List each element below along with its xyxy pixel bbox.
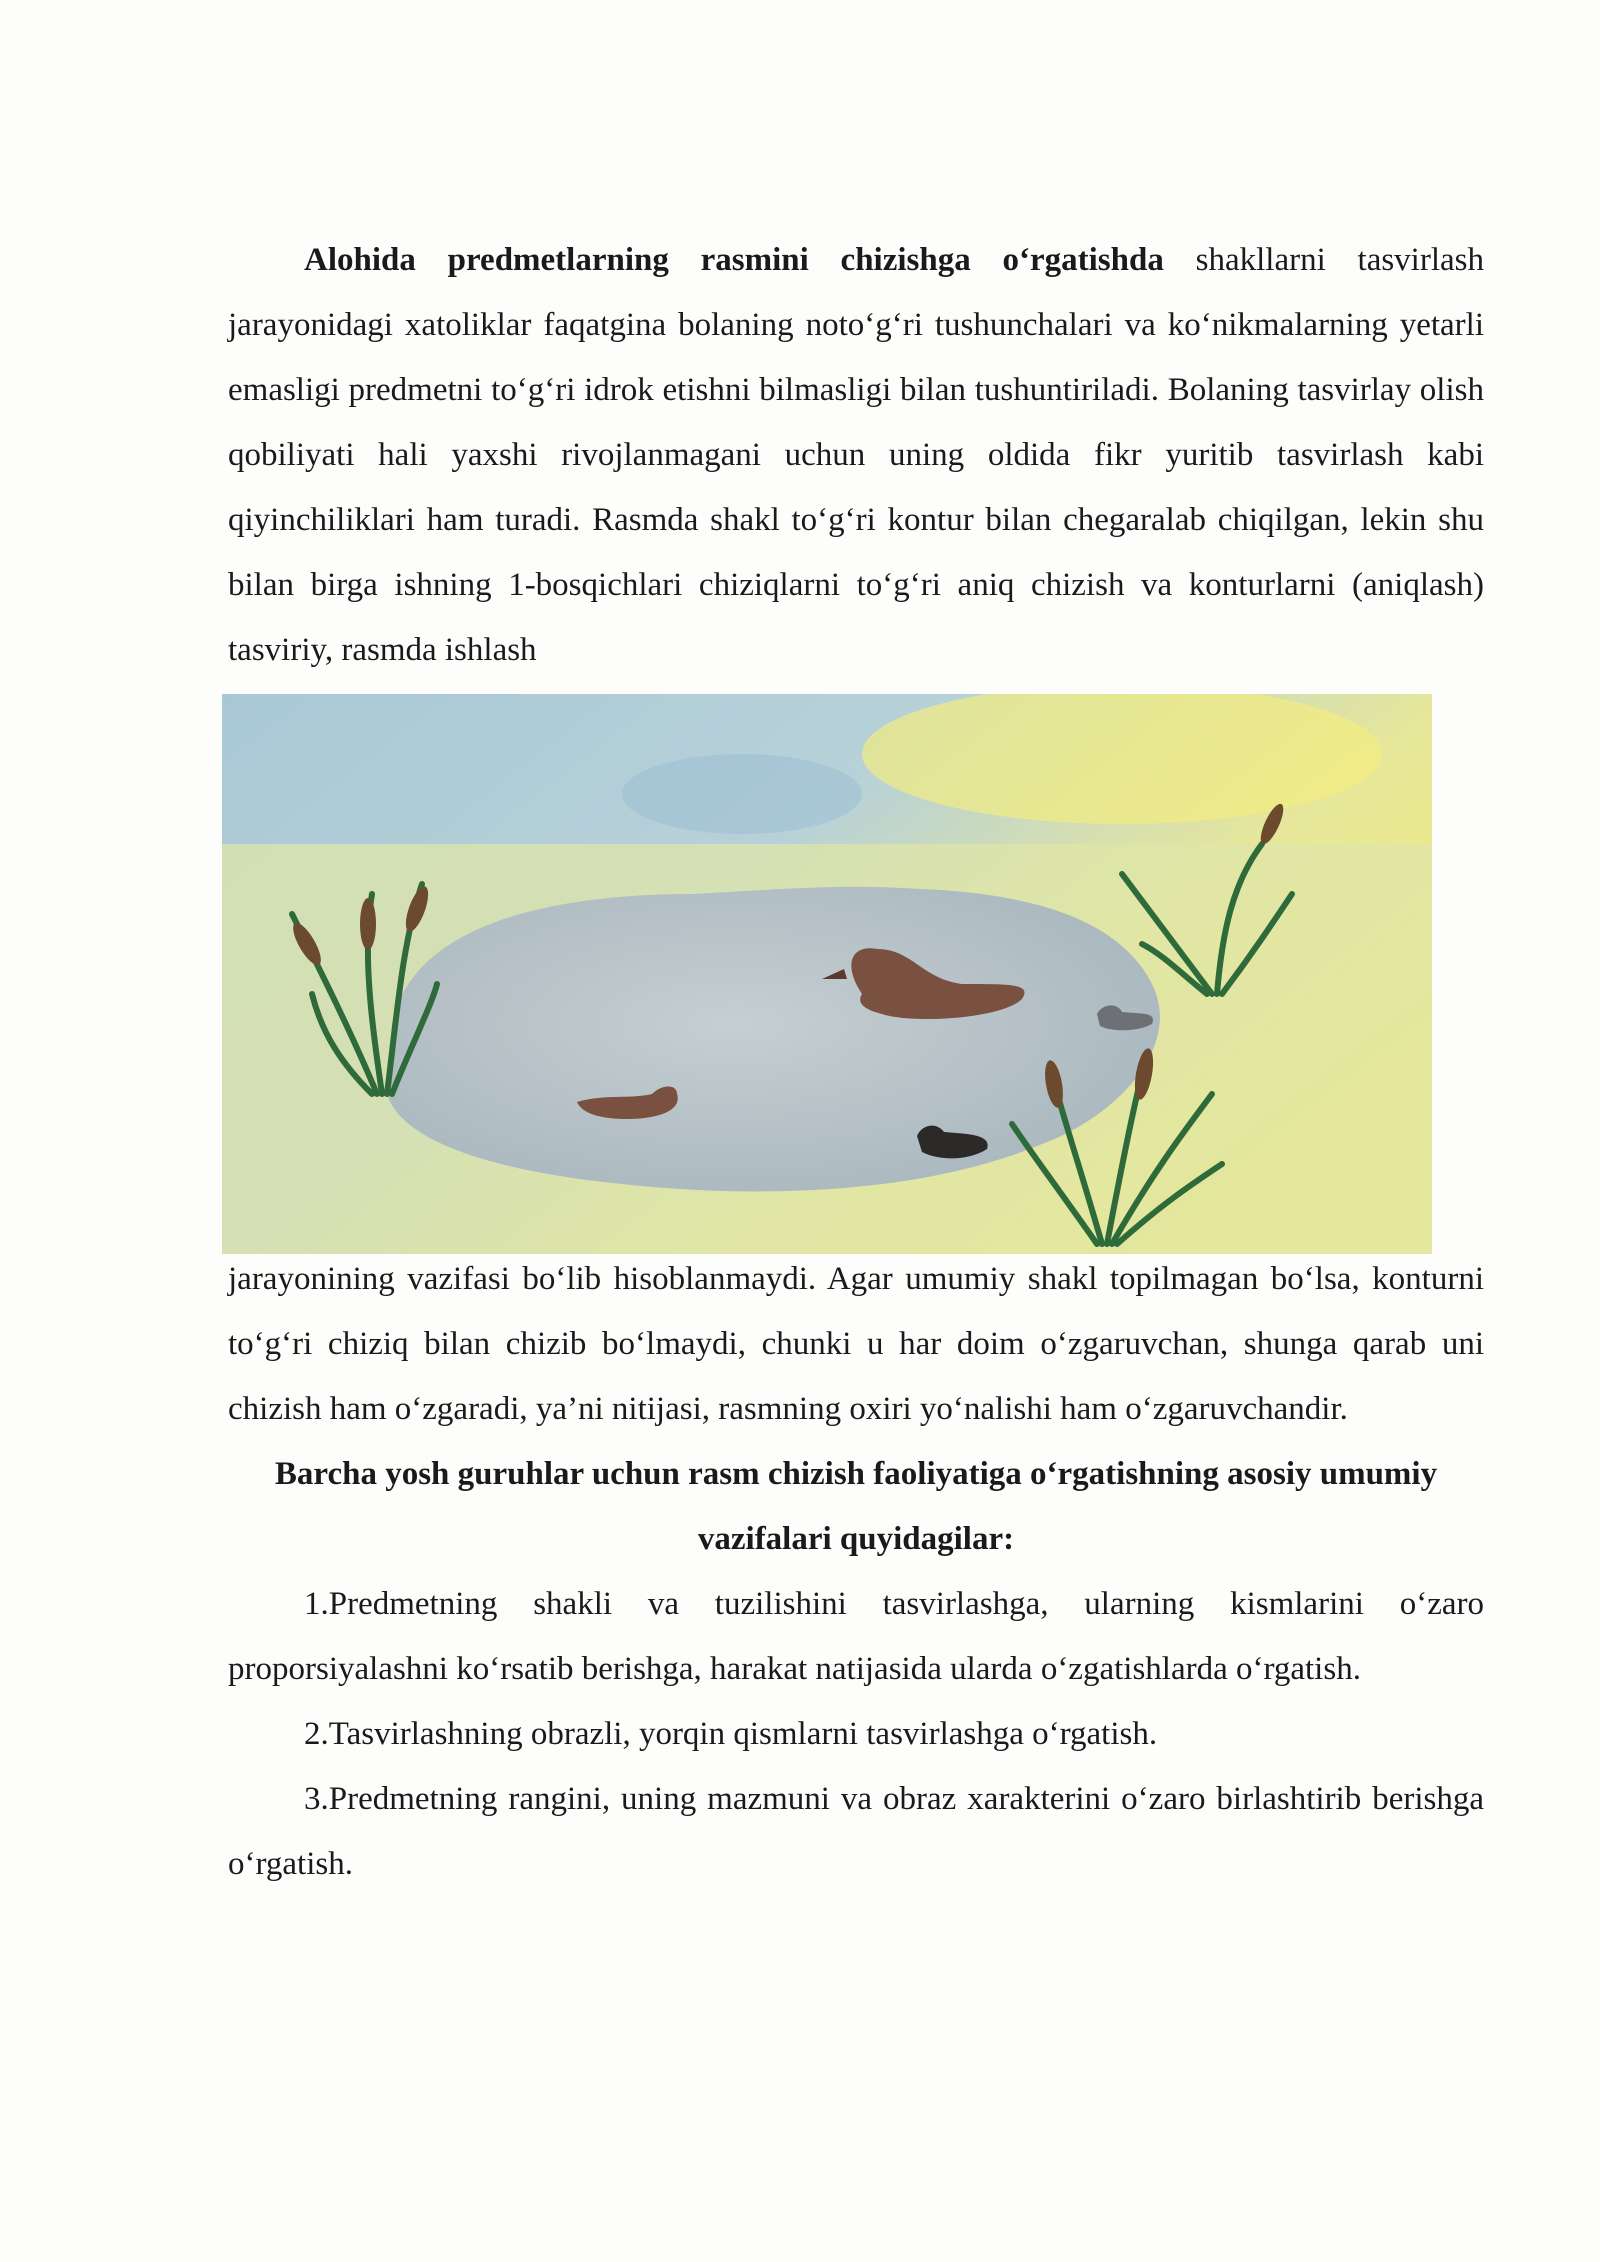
text-section-bottom bbox=[228, 1247, 1484, 1897]
pond-drawing-illustration bbox=[222, 694, 1432, 1254]
section-heading: Barcha yosh guruhlar uchun rasm chizish faoliyatiga o‘rgatishning asosiy umumiy vazifalari quyidagilar: bbox=[274, 1456, 1438, 1557]
paragraph-continuation: jarayonining vazifasi bo‘lib hisoblanmaydi. Agar umumiy shakl topilmagan bo‘lsa, konturni to‘g‘ri chiziq bilan chizib bo‘lmaydi, chunki u har doim o‘zgaruvchan, shunga qarab uni chizish ham o‘zgaradi, ya’ni nitijasi, rasmning oxiri yo‘nalishi ham o‘zgaruvchandir. bbox=[228, 1261, 1484, 1427]
blue-cloud bbox=[622, 754, 862, 834]
lead-bold-phrase: Alohida predmetlarning rasmini chizishga o‘rgatishda bbox=[304, 242, 1164, 278]
pond-drawing-svg bbox=[222, 694, 1432, 1254]
paragraph-intro-body: shakllarni tasvirlash jarayonidagi xatoliklar faqatgina bolaning noto‘g‘ri tushunchalari va ko‘nikmalarning yetarli emasligi predmetni to‘g‘ri idrok etishni bilmasligi bilan tushuntiriladi. Bolaning tasvirlay olish qobiliyati hali yaxshi rivojlanmagani uchun uning oldida fikr yuritib tasvirlash kabi qiyinchiliklari ham turadi. Rasmda shakl to‘g‘ri kontur bilan chegaralab chiqilgan, lekin shu bilan birga ishning 1-bosqichlari chiziqlarni to‘g‘ri aniq chizish va konturlarni (aniqlash) tasviriy, rasmda ishlash bbox=[228, 242, 1484, 668]
text-section-top bbox=[228, 228, 1484, 683]
list-item-1: 1.Predmetning shakli va tuzilishini tasvirlashga, ularning kismlarini o‘zaro proporsiyalashni ko‘rsatib berishga, harakat natijasida ularda o‘zgatishlarda o‘rgatish. bbox=[228, 1586, 1484, 1687]
paragraph-intro bbox=[228, 228, 1484, 683]
list-item-3: 3.Predmetning rangini, uning mazmuni va obraz xarakterini o‘zaro birlashtirib berishga o‘rgatish. bbox=[228, 1781, 1484, 1882]
list-item-2: 2.Tasvirlashning obrazli, yorqin qismlarni tasvirlashga o‘rgatish. bbox=[304, 1716, 1158, 1752]
